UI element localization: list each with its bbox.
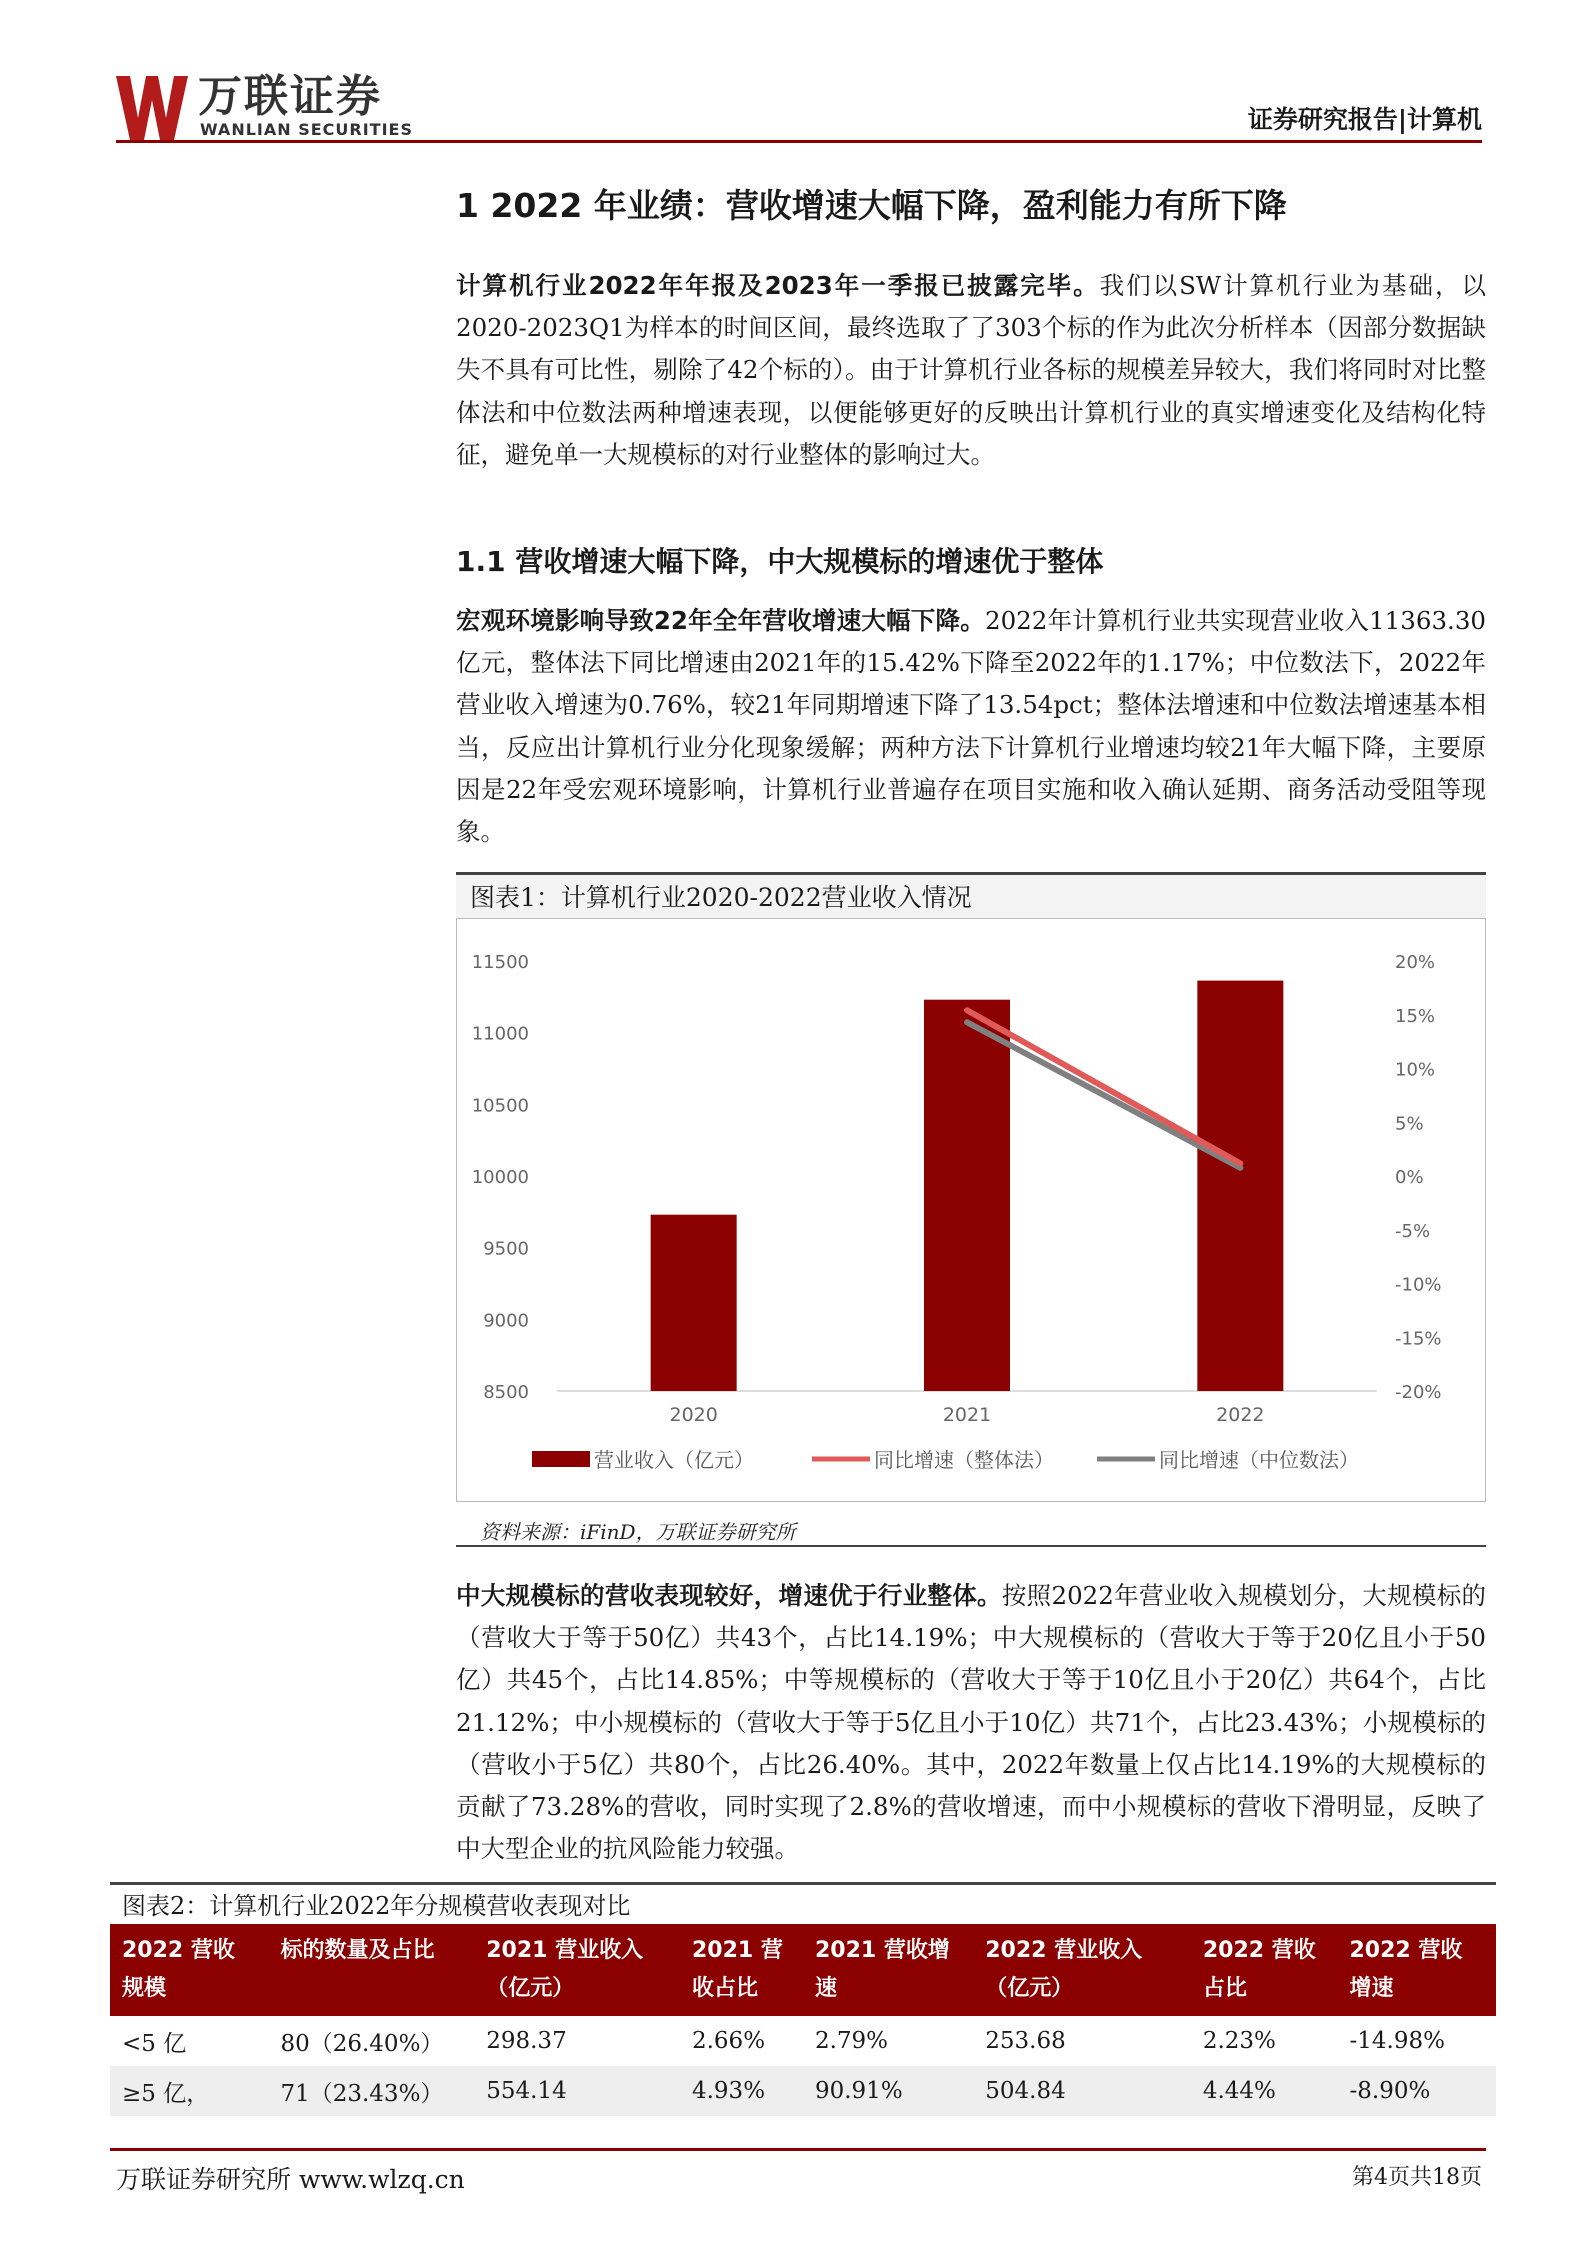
table-cell: 2.23% (1202, 2028, 1276, 2054)
table-cell: 2.79% (814, 2028, 889, 2054)
y-left-tick-label: 10000 (471, 1167, 529, 1188)
y-right-tick-label: -5% (1395, 1220, 1431, 1242)
table-cell: 504.84 (973, 2066, 1191, 2116)
header-divider (116, 140, 1482, 143)
table-header-row (110, 1924, 1496, 2016)
table-cell: 90.91% (803, 2066, 973, 2116)
revenue-bar (651, 1215, 737, 1391)
table-2-title: 图表2：计算机行业2022年分规模营收表现对比 (110, 1882, 1496, 1924)
x-tick-label: 2020 (669, 1404, 718, 1426)
table-cell: 298.37 (486, 2028, 567, 2054)
col-header: 2021 营收增速 (803, 1924, 973, 2016)
figure-1-title: 图表1：计算机行业2020-2022营业收入情况 (456, 872, 1486, 918)
y-left-tick-label: 8500 (483, 1382, 529, 1403)
footer-divider (110, 2148, 1486, 2151)
table-cell: 253.68 (985, 2028, 1066, 2054)
logo-w-icon (116, 70, 188, 142)
x-tick-label: 2022 (1216, 1404, 1265, 1426)
table-2 (110, 1924, 1496, 2116)
paragraph-2 (456, 600, 1486, 853)
y-right-tick-label: 0% (1395, 1167, 1424, 1188)
legend-swatch (532, 1451, 590, 1467)
col-header: 2021 营收占比 (680, 1924, 803, 2016)
table-cell: -14.98% (1349, 2028, 1445, 2054)
table-row (110, 2016, 1496, 2066)
section-heading-1: 1 2022 年业绩：营收增速大幅下降，盈利能力有所下降 (456, 186, 1287, 225)
table-cell: 4.93% (680, 2066, 803, 2116)
table-cell: ≥5 亿， (110, 2066, 268, 2116)
footer-left: 万联证券研究所 www.wlzq.cn (116, 2165, 465, 2194)
y-right-tick-label: 15% (1395, 1005, 1436, 1027)
table-cell: 554.14 (474, 2066, 680, 2116)
report-type: 证券研究报告|计算机 (1247, 105, 1482, 134)
paragraph-3-lead: 中大规模标的营收表现较好，增速优于行业整体。 (456, 1581, 1002, 1610)
section-heading-1-1: 1.1 营收增速大幅下降，中大规模标的增速优于整体 (456, 545, 1104, 578)
y-left-tick-label: 11500 (471, 952, 529, 973)
logo-text-cn: 万联证券 (198, 71, 382, 122)
page-number: 第4页共18页 (1352, 2165, 1482, 2190)
col-header: 2022 营收增速 (1337, 1924, 1496, 2016)
figure-1-bottom-rule (456, 1545, 1486, 1547)
table-cell: 2.66% (691, 2028, 766, 2054)
col-header: 2022 营业收入（亿元） (973, 1924, 1191, 2016)
table-row (110, 2066, 1496, 2116)
logo (116, 70, 416, 142)
y-left-tick-label: 9500 (483, 1238, 529, 1260)
table-cell: 80（26.40%） (280, 2030, 444, 2057)
col-header: 2021 营业收入（亿元） (474, 1924, 680, 2016)
paragraph-1-lead: 计算机行业2022年年报及2023年一季报已披露完毕。 (456, 271, 1100, 300)
paragraph-2-body: 2022年计算机行业共实现营业收入11363.30亿元，整体法下同比增速由2021年的15.42%下降至2022年的1.17%；中位数法下，2022年营业收入增速为0.76%，较21年同期增速下降了13.54pct；整体法增速和中位数法增速基本相当，反应出计算机行业分化现象缓解；两种方法下计算机行业增速均较21年大幅下降，主要原因是22年受宏观环境影响，计算机行业普遍存在项目实施和收入确认延期、商务活动受阻等现象。 (456, 606, 1486, 847)
legend-label: 营业收入（亿元） (594, 1448, 754, 1472)
col-header: 2022 营收规模 (110, 1924, 268, 2016)
table-cell: 4.44% (1191, 2066, 1338, 2116)
paragraph-2-lead: 宏观环境影响导致22年全年营收增速大幅下降。 (456, 606, 985, 635)
y-right-tick-label: 5% (1395, 1113, 1424, 1135)
paragraph-3-body: 按照2022年营业收入规模划分，大规模标的（营收大于等于50亿）共43个，占比14.19%；中大规模标的（营收大于等于20亿且小于50亿）共45个，占比14.85%；中等规模标的（营收大于等于10亿且小于20亿）共64个，占比21.12%；中小规模标的（营收大于等于5亿且小于10亿）共71个，占比23.43%；小规模标的（营收小于5亿）共80个，占比26.40%。其中，2022年数量上仅占比14.19%的大规模标的贡献了73.28%的营收，同时实现了2.8%的营收增速，而中小规模标的营收下滑明显，反映了中大型企业的抗风险能力较强。 (456, 1581, 1487, 1864)
y-right-tick-label: 20% (1395, 952, 1436, 973)
col-header: 2022 营收占比 (1191, 1924, 1338, 2016)
y-right-tick-label: 10% (1395, 1059, 1436, 1081)
paragraph-3 (456, 1575, 1486, 1870)
y-right-tick-label: -20% (1395, 1382, 1442, 1403)
y-left-tick-label: 9000 (483, 1310, 529, 1332)
table-cell: -8.90% (1337, 2066, 1496, 2116)
x-tick-label: 2021 (942, 1404, 992, 1426)
legend-label: 同比增速（中位数法） (1159, 1448, 1359, 1472)
revenue-bar (1197, 981, 1283, 1391)
legend-label: 同比增速（整体法） (874, 1448, 1054, 1472)
revenue-chart (457, 919, 1485, 1501)
y-right-tick-label: -15% (1395, 1328, 1442, 1350)
y-left-tick-label: 11000 (471, 1023, 529, 1045)
y-left-tick-label: 10500 (471, 1095, 529, 1117)
figure-1-source: 资料来源：iFinD，万联证券研究所 (480, 1520, 796, 1544)
revenue-bar (924, 1000, 1010, 1391)
y-right-tick-label: -10% (1395, 1274, 1442, 1296)
paragraph-1 (456, 265, 1486, 476)
logo-text-en: WANLIAN SECURITIES (200, 120, 413, 139)
col-header: 标的数量及占比 (268, 1924, 474, 2016)
paragraph-1-body: 我们以SW计算机行业为基础，以2020-2023Q1为样本的时间区间，最终选取了了303个标的作为此次分析样本（因部分数据缺失不具有可比性，剔除了42个标的）。由于计算机行业各标的规模差异较大，我们将同时对比整体法和中位数法两种增速表现，以便能够更好的反映出计算机行业的真实增速变化及结构化特征，避免单一大规模标的对行业整体的影响过大。 (456, 271, 1487, 469)
table-cell: 71（23.43%） (268, 2066, 474, 2116)
table-cell: <5 亿 (122, 2030, 187, 2057)
figure-1-frame (456, 918, 1486, 1502)
